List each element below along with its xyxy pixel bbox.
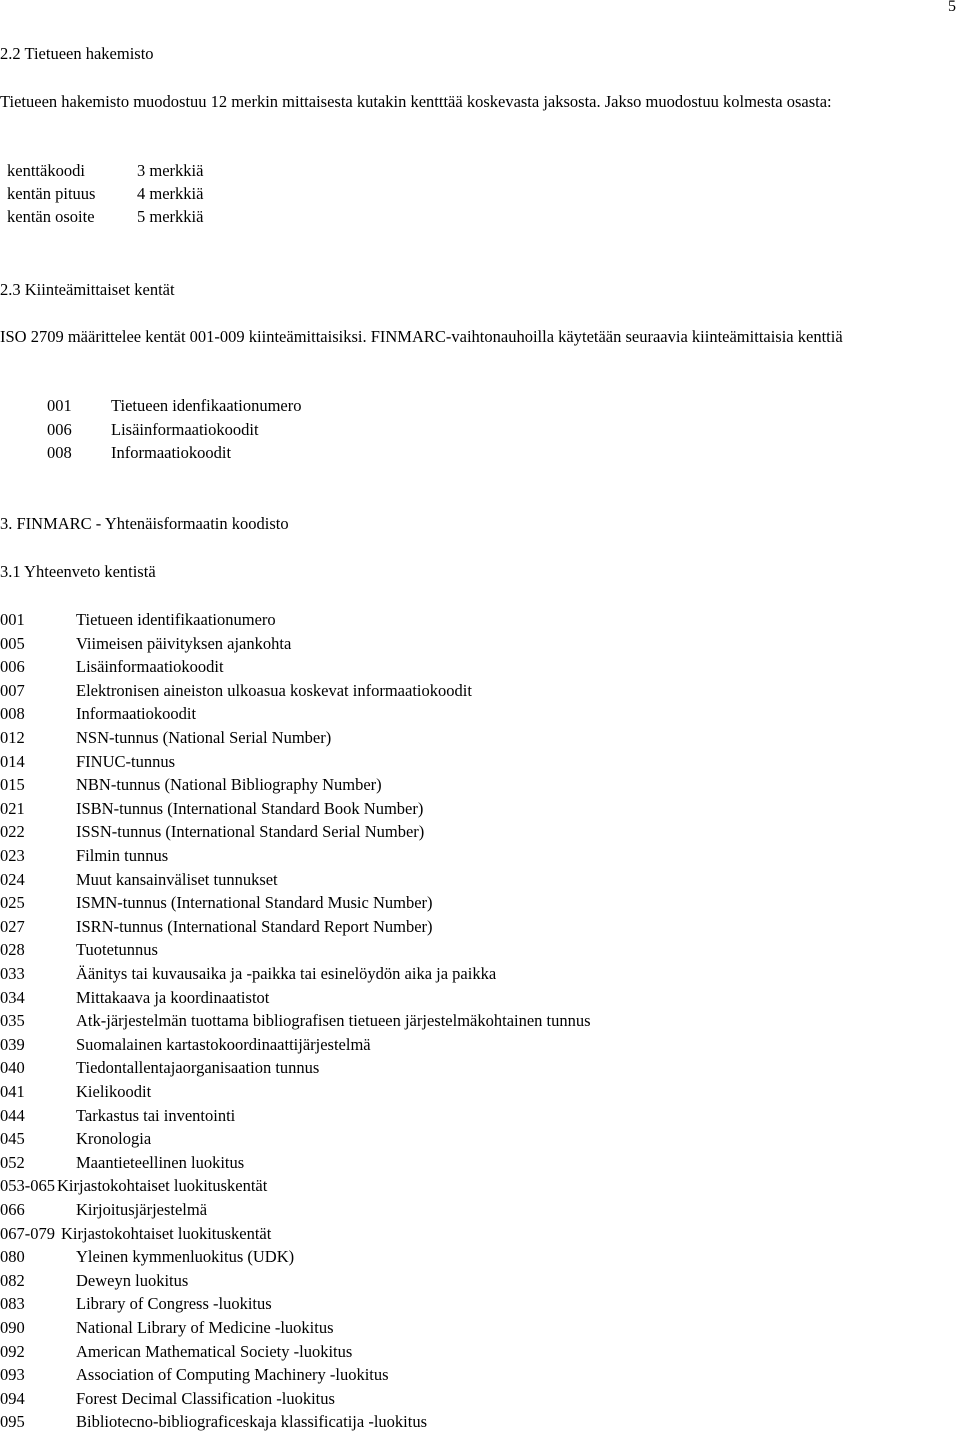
field-label: Muut kansainväliset tunnukset [76, 869, 278, 889]
section-heading-3: 3. FINMARC - Yhtenäisformaatin koodisto [0, 514, 289, 533]
field-row [0, 938, 158, 961]
field-code: 092 [0, 1341, 25, 1361]
field-label: NSN-tunnus (National Serial Number) [76, 728, 332, 747]
field-label: ISSN-tunnus (International Standard Serial Number) [76, 822, 425, 842]
field-label: American Mathematical Society -luokitus [76, 1341, 353, 1361]
field-code: 027 [0, 916, 25, 936]
field-label: Tiedontallentajaorganisaation tunnus [76, 1058, 320, 1078]
field-code: 039 [0, 1034, 25, 1054]
field-code: 012 [0, 728, 25, 747]
field-row [0, 797, 423, 820]
field-label: ISBN-tunnus (International Standard Book Number) [76, 798, 424, 818]
field-code: 082 [0, 1270, 25, 1290]
field-code: 095 [0, 1412, 25, 1432]
field-code: 007 [0, 680, 25, 700]
field-code: 033 [0, 964, 25, 983]
field-row [0, 1174, 267, 1197]
field-code: 053-065 [0, 1176, 55, 1196]
field-code: 066 [0, 1200, 25, 1219]
field-label: Kronologia [76, 1129, 152, 1149]
field-row [0, 1340, 352, 1363]
field-row [0, 1198, 207, 1221]
field-row [0, 891, 433, 914]
field-label: Tuotetunnus [76, 940, 158, 960]
field-row [0, 915, 433, 938]
field-code: 080 [0, 1247, 25, 1267]
field-code: 045 [0, 1129, 25, 1149]
field-label: ISRN-tunnus (International Standard Report Number) [76, 916, 433, 936]
page-number: 5 [948, 0, 956, 15]
field-row [0, 962, 496, 985]
field-code: 034 [0, 987, 25, 1007]
field-code: 067-079 [0, 1223, 55, 1243]
field-label: Filmin tunnus [76, 846, 169, 865]
field-row [0, 1127, 151, 1150]
section-heading-3-1: 3.1 Yhteenveto kentistä [0, 562, 156, 581]
field-code: 015 [0, 775, 25, 795]
field-row [0, 986, 269, 1009]
field-row [0, 844, 168, 867]
field-row [0, 1033, 371, 1056]
field-row [0, 1363, 389, 1386]
field-row [0, 1151, 244, 1174]
field-code: 090 [0, 1318, 25, 1337]
part-length: 4 merkkiä [137, 184, 204, 203]
field-label: Lisäinformaatiokoodit [111, 420, 259, 439]
field-label: Forest Decimal Classification -luokitus [76, 1388, 335, 1408]
field-row [0, 1410, 427, 1433]
field-code: 022 [0, 822, 25, 842]
field-row [0, 1269, 188, 1292]
field-label: Library of Congress -luokitus [76, 1294, 272, 1314]
field-code: 001 [0, 610, 25, 629]
field-code: 052 [0, 1152, 25, 1172]
field-label: Elektronisen aineiston ulkoasua koskevat informaatiokoodit [76, 680, 472, 700]
field-row [0, 1222, 271, 1245]
field-row [0, 1080, 151, 1103]
field-code: 006 [0, 657, 25, 677]
field-row [0, 679, 472, 702]
field-row [0, 750, 175, 773]
field-label: Atk-järjestelmän tuottama bibliografisen tietueen järjestelmäkohtainen tunnus [76, 1011, 591, 1031]
field-label: Äänitys tai kuvausaika ja -paikka tai esinelöydön aika ja paikka [76, 964, 497, 983]
field-code: 008 [0, 704, 25, 724]
field-row [0, 1009, 591, 1032]
field-label: Tarkastus tai inventointi [76, 1105, 236, 1125]
part-name: kentän osoite [7, 207, 95, 226]
part-name: kenttäkoodi [7, 161, 85, 180]
part-length: 3 merkkiä [137, 161, 204, 180]
field-label: Viimeisen päivityksen ajankohta [76, 633, 292, 653]
field-code: 023 [0, 846, 25, 865]
field-code: 006 [47, 420, 72, 439]
field-label: Deweyn luokitus [76, 1270, 189, 1290]
section-heading-2-2: 2.2 Tietueen hakemisto [0, 44, 154, 63]
field-row [0, 702, 196, 725]
field-code: 044 [0, 1105, 25, 1125]
field-row [0, 868, 278, 891]
field-code: 093 [0, 1365, 25, 1385]
field-code: 040 [0, 1058, 25, 1078]
part-name: kentän pituus [7, 184, 96, 203]
field-label: Mittakaava ja koordinaatistot [76, 987, 270, 1007]
field-label: National Library of Medicine -luokitus [76, 1318, 334, 1337]
field-code: 005 [0, 633, 25, 653]
field-code: 024 [0, 869, 25, 889]
field-label: Bibliotecno-bibliograficeskaja klassificatija -luokitus [76, 1412, 427, 1432]
field-row [0, 608, 276, 631]
field-row [0, 1104, 235, 1127]
field-row [0, 1292, 272, 1315]
field-code: 041 [0, 1082, 25, 1101]
field-label: Kirjastokohtaiset luokituskentät [57, 1176, 268, 1196]
field-label: Kirjastokohtaiset luokituskentät [61, 1223, 272, 1243]
field-row [0, 773, 382, 796]
field-label: NBN-tunnus (National Bibliography Number) [76, 775, 382, 795]
field-label: Association of Computing Machinery -luokitus [76, 1365, 389, 1385]
field-code: 028 [0, 940, 25, 960]
section-heading-2-3: 2.3 Kiinteämittaiset kentät [0, 280, 175, 299]
field-label: Tietueen identifikaationumero [76, 610, 276, 629]
field-row [0, 1245, 294, 1268]
field-code: 014 [0, 751, 25, 771]
field-label: Yleinen kymmenluokitus (UDK) [76, 1247, 295, 1267]
field-label: Suomalainen kartastokoordinaattijärjestelmä [76, 1034, 371, 1054]
field-code: 025 [0, 893, 25, 913]
field-label: Maantieteellinen luokitus [76, 1152, 245, 1172]
field-code: 094 [0, 1388, 25, 1408]
field-code: 035 [0, 1011, 25, 1031]
field-code: 083 [0, 1294, 25, 1314]
field-label: Lisäinformaatiokoodit [76, 657, 224, 677]
field-code: 008 [47, 443, 72, 462]
field-label: FINUC-tunnus [76, 751, 176, 771]
field-label: Informaatiokoodit [76, 704, 197, 724]
field-label: Kielikoodit [76, 1082, 152, 1101]
field-row [0, 726, 331, 749]
field-row [0, 632, 291, 655]
field-label: Informaatiokoodit [111, 443, 232, 462]
field-label: Kirjoitusjärjestelmä [76, 1200, 208, 1219]
field-row [0, 1316, 334, 1339]
field-code: 021 [0, 798, 25, 818]
fixed-fields-paragraph: ISO 2709 määrittelee kentät 001-009 kiinteämittaisiksi. FINMARC-vaihtonauhoilla käytetään seuraavia kiinteämittaisia kenttiä [0, 327, 843, 346]
field-label: Tietueen idenfikaationumero [111, 396, 302, 415]
field-row [0, 1387, 335, 1410]
field-label: ISMN-tunnus (International Standard Music Number) [76, 893, 433, 913]
directory-paragraph: Tietueen hakemisto muodostuu 12 merkin mittaisesta kutakin kentttää koskevasta jaksosta. Jakso muodostuu kolmesta osasta: [0, 92, 832, 111]
field-row [0, 1056, 319, 1079]
part-length: 5 merkkiä [137, 207, 204, 226]
field-row [0, 820, 424, 843]
field-code: 001 [47, 396, 72, 415]
field-row [0, 655, 224, 678]
